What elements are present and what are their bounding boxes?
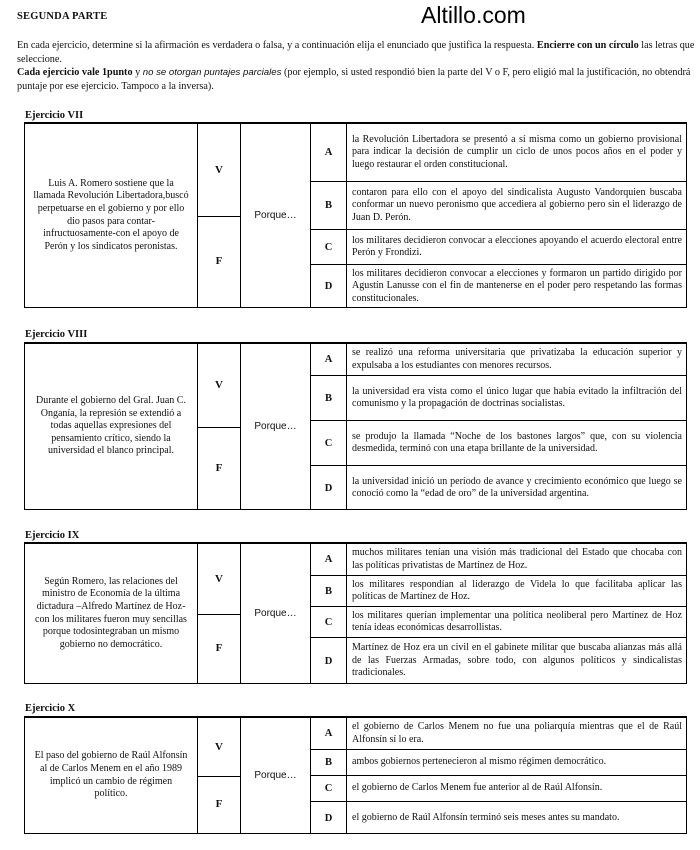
instructions-line1-end: las letras que seleccione. (17, 40, 695, 65)
option-letter[interactable]: B (311, 182, 347, 229)
exercise-10-option-b[interactable] (311, 750, 686, 776)
option-letter[interactable]: D (311, 265, 347, 308)
option-text: el gobierno de Carlos Menem fue anterior al de Raúl Alfonsín. (352, 782, 603, 794)
exercise-10-statement-text: El paso del gobierno de Raúl Alfonsín al de Carlos Menem en el año 1989 implicó un cambio de régimen político. (34, 750, 188, 800)
exercise-7-option-b[interactable] (311, 182, 686, 230)
exercise-8-option-c[interactable] (311, 421, 686, 466)
option-text: los militares querían implementar una política neoliberal pero Martínez de Hoz tenía ideas económicas desarrollistas. (352, 609, 682, 633)
exercise-7-option-c[interactable] (311, 230, 686, 265)
exercise-7-options (311, 124, 686, 307)
exercise-10-vf (198, 718, 241, 833)
exercise-7-f-choice[interactable]: F (215, 255, 223, 268)
exercise-10-options (311, 718, 686, 833)
option-letter[interactable]: A (311, 544, 347, 575)
exercise-8-v-choice[interactable]: V (198, 344, 240, 428)
instructions (17, 39, 697, 93)
option-text: la universidad inició un período de avance y crecimiento económico que luego se conoció como la “edad de oro” de la universidad argentina. (352, 475, 682, 499)
exercise-8-f-choice[interactable]: F (215, 461, 223, 474)
instructions-line1-start: En cada ejercicio, determine si la afirmación es verdadera o falsa, y a continuación elija el enunciado que justifica la respuesta. (17, 40, 537, 51)
exercise-8-porque: Porque… (241, 344, 311, 509)
option-text: contaron para ello con el apoyo del sindicalista Augusto Vandorquien buscaba conformar un nuevo peronismo que accediera al gobierno pero sin el liderazgo de Juan D. Perón. (352, 186, 682, 223)
option-letter[interactable]: B (311, 750, 347, 775)
option-letter[interactable]: C (311, 607, 347, 637)
option-letter[interactable]: C (311, 776, 347, 801)
option-letter[interactable]: D (311, 802, 347, 834)
exercise-7-v-choice[interactable]: V (198, 124, 240, 217)
exercise-9-table (24, 542, 687, 684)
exercise-8-table (24, 342, 687, 510)
option-letter[interactable]: A (311, 344, 347, 375)
section-title: SEGUNDA PARTE (17, 11, 108, 22)
option-text: se realizó una reforma universitaria que privatizaba la educación superior y expulsaba a los estudiantes con menores recursos. (352, 347, 682, 371)
exercise-10-option-c[interactable] (311, 776, 686, 802)
exercise-9-statement (25, 544, 198, 683)
exercise-9-option-a[interactable] (311, 544, 686, 576)
option-text: ambos gobiernos pertenecieron al mismo régimen democrático. (352, 756, 607, 768)
instructions-line1-bold: Encierre con un círculo (536, 40, 639, 51)
option-letter[interactable]: D (311, 638, 347, 684)
instructions-line2-mid: y (132, 67, 143, 78)
exercise-8-option-b[interactable] (311, 376, 686, 421)
exercise-7-option-a[interactable] (311, 124, 686, 182)
option-text: Martínez de Hoz era un civil en el gabinete militar que buscaba alianzas más allá de las Fuerzas Armadas, sobre todo, con algunos políticos y sindicalistas tradicionales. (352, 642, 682, 679)
exercise-7-title: Ejercicio VII (25, 110, 84, 121)
exercise-8-title: Ejercicio VIII (25, 329, 88, 340)
exercise-9-vf (198, 544, 241, 683)
option-text: la universidad era vista como el único lugar que había evitado la infiltración del comunismo y la propagación de doctrinas socialistas. (352, 385, 682, 409)
option-letter[interactable]: D (311, 466, 347, 510)
exercise-7-statement (25, 124, 198, 307)
option-text: el gobierno de Carlos Menem no fue una poliarquía mientras que el de Raúl Alfonsín sí lo era. (352, 721, 682, 745)
exercise-10-statement (25, 718, 198, 833)
instructions-line2-end: (por ejemplo, si usted respondió bien la parte del V o F, pero eligió mal la justificación, no obtendrá puntaje por ese ejercicio. Tampoco a la inversa). (17, 67, 691, 92)
option-letter[interactable]: A (311, 718, 347, 749)
exercise-9-options (311, 544, 686, 683)
option-letter[interactable]: C (311, 421, 347, 465)
exercise-10-option-a[interactable] (311, 718, 686, 750)
exercise-7-vf (198, 124, 241, 307)
instructions-line2-bold: Cada ejercicio vale 1punto (17, 67, 133, 78)
exercise-9-option-b[interactable] (311, 576, 686, 607)
exercise-10-porque: Porque… (241, 718, 311, 833)
option-text: los militares respondían al liderazgo de Videla lo que facilitaba aplicar las políticas de Martínez de Hoz. (352, 578, 682, 602)
exercise-9-porque: Porque… (241, 544, 311, 683)
exercise-10-v-choice[interactable]: V (198, 718, 240, 777)
exercise-9-statement-text: Según Romero, las relaciones del ministro de Economía de la última dictadura –Alfredo Martínez de Hoz- con los militares fueron muy sencillas porque todosintegraban un mismo gobierno no democrático. (35, 575, 187, 650)
exercise-8-statement (25, 344, 198, 509)
exercise-9-option-d[interactable] (311, 638, 686, 684)
exercise-8-statement-text: Durante el gobierno del Gral. Juan C. Onganía, la represión se extendió a todas aquellas expresiones del pensamiento crítico, siendo la universidad el blanco principal. (36, 395, 186, 457)
watermark: Altillo.com (421, 2, 526, 28)
option-text: los militares decidieron convocar a elecciones y formaron un partido dirigido por Agustín Lanusse con el fin de mantenerse en el poder pero respetando las formas constitucionales. (352, 267, 682, 304)
option-letter[interactable]: C (311, 230, 347, 264)
option-text: muchos militares tenían una visión más tradicional del Estado que chocaba con las políticas privatistas de Martínez de Hoz. (352, 547, 682, 571)
option-letter[interactable]: A (311, 124, 347, 181)
exercise-9-title: Ejercicio IX (25, 530, 80, 541)
exercise-7-statement-text: Luis A. Romero sostiene que la llamada Revolución Libertadora,buscó perpetuarse en el gobierno y por ello dio pasos para contar- infructuosamente-con el apoyo de Perón y los sindicatos peronistas. (33, 177, 189, 252)
exercise-9-v-choice[interactable]: V (198, 544, 240, 615)
exercise-8-option-a[interactable] (311, 344, 686, 376)
exercise-9-f-choice[interactable]: F (215, 642, 223, 655)
option-text: se produjo la llamada “Noche de los bastones largos” que, con su violencia desmedida, terminó con una etapa brillante de la universidad. (352, 430, 682, 454)
exercise-10-title: Ejercicio X (25, 703, 76, 714)
option-text: el gobierno de Raúl Alfonsín terminó seis meses antes su mandato. (352, 811, 620, 823)
exercise-10-f-choice[interactable]: F (215, 798, 223, 811)
exercise-8-options (311, 344, 686, 509)
exercise-7-option-d[interactable] (311, 265, 686, 308)
exercise-9-option-c[interactable] (311, 607, 686, 638)
exercise-7-porque: Porque… (241, 124, 311, 307)
option-text: los militares decidieron convocar a elecciones apoyando el acuerdo electoral entre Perón y Frondizi. (352, 234, 682, 258)
exercise-10-option-d[interactable] (311, 802, 686, 834)
instructions-line2-italic: no se otorgan puntajes parciales (142, 67, 282, 78)
option-text: la Revolución Libertadora se presentó a sí misma como un gobierno provisional para indicar la decisión de cumplir un ciclo de unos pocos años en el poder y luego restaurar el orden constitucional. (352, 133, 682, 170)
exercise-10-table (24, 716, 687, 834)
exercise-8-option-d[interactable] (311, 466, 686, 510)
exercise-8-vf (198, 344, 241, 509)
exercise-7-table (24, 122, 687, 308)
option-letter[interactable]: B (311, 376, 347, 420)
option-letter[interactable]: B (311, 576, 347, 606)
